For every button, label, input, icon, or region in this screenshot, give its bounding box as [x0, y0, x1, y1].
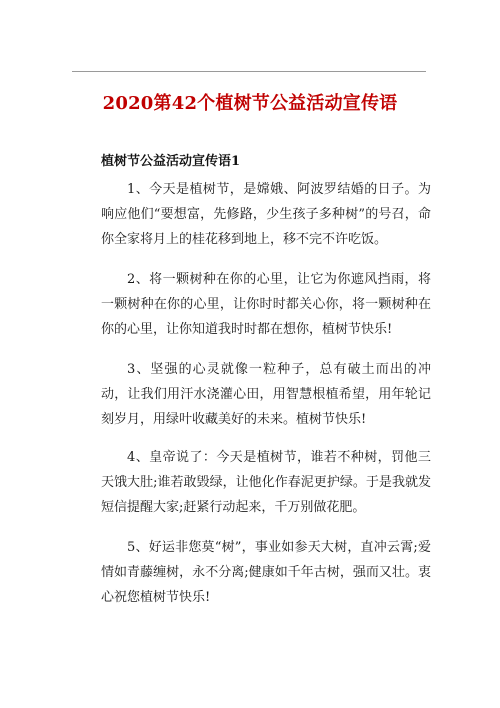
paragraph-2: 2、将一颗树种在你的心里，让它为你遮风挡雨，将一颗树种在你的心里，让你时时都关心你，将一颗树种在你的心里，让你知道我时时都在想你，植树节快乐!	[101, 272, 431, 337]
paragraph-3: 3、坚强的心灵就像一粒种子，总有破土而出的冲动，让我们用汗水浇灌心田，用智慧根植希望，用年轮记刻岁月，用绿叶收藏美好的未来。植树节快乐!	[101, 362, 431, 427]
paragraph-5: 5、好运非您莫“树”，事业如参天大树，直冲云霄;爱情如青藤缠树，永不分离;健康如千年古树，强而又壮。衷心祝您植树节快乐!	[101, 540, 431, 605]
document-title: 2020第42个植树节公益活动宣传语	[102, 93, 398, 114]
header-rule	[72, 71, 426, 72]
paragraph-4: 4、皇帝说了：今天是植树节，谁若不种树，罚他三天饿大肚;谁若敢毁绿，让他化作春泥更护绿。于是我就发短信提醒大家;赶紧行动起来，千万别做花肥。	[101, 450, 431, 515]
section-heading: 植树节公益活动宣传语1	[101, 154, 241, 169]
paragraph-1: 1、今天是植树节，是嫦娥、阿波罗结婚的日子。为响应他们“要想富，先修路，少生孩子多种树”的号召，命你全家将月上的桂花移到地上，移不完不许吃饭。	[101, 182, 431, 247]
